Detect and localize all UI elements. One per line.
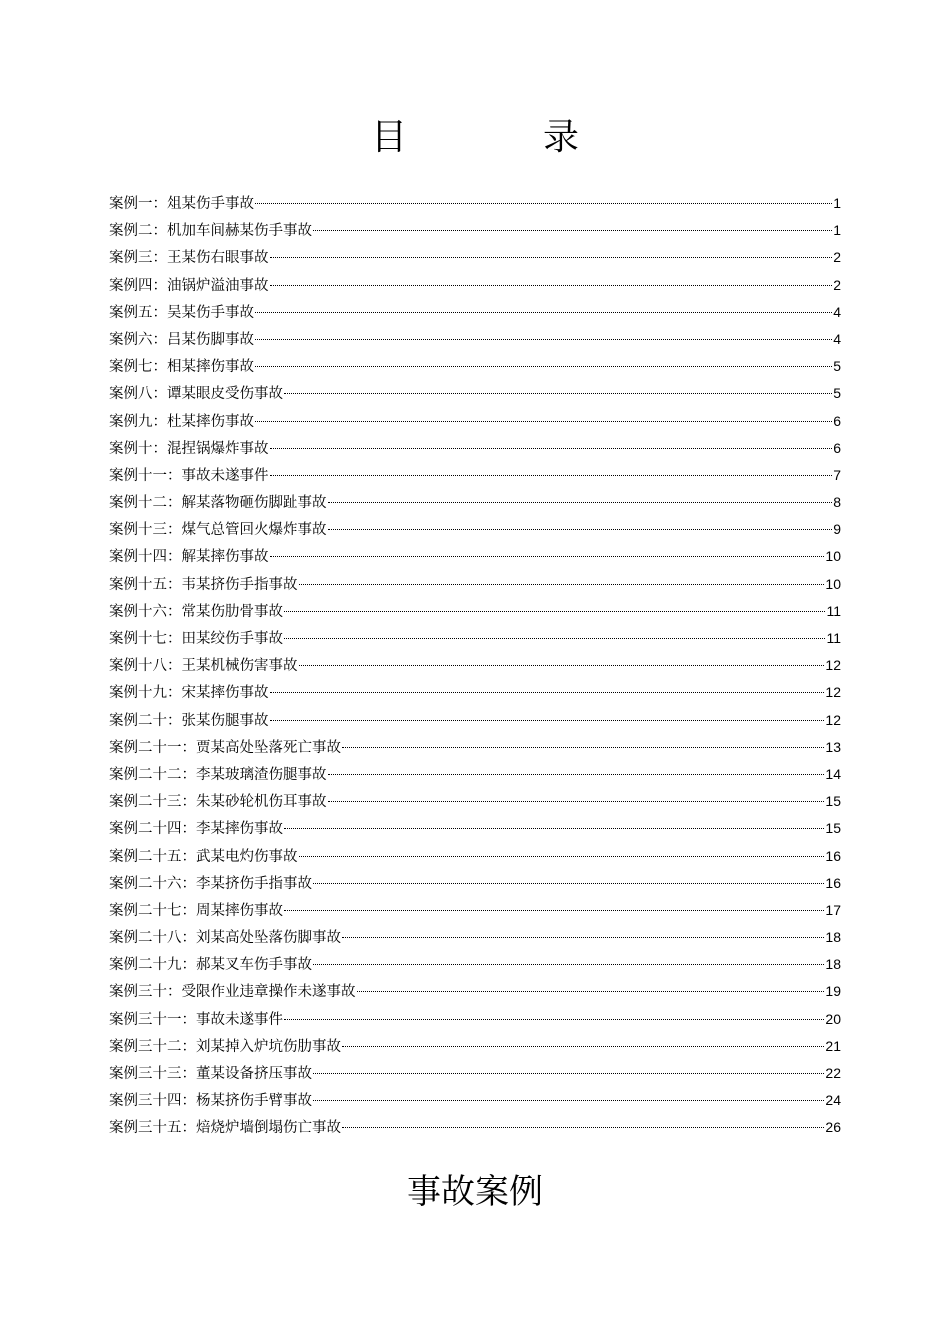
toc-entry-label: 案例九：杜某摔伤事故 (109, 413, 254, 430)
toc-entry-page-number: 12 (825, 684, 841, 701)
toc-entry[interactable] (109, 924, 841, 951)
toc-entry-page-number: 20 (825, 1010, 841, 1027)
toc-entry-label: 案例八：谭某眼皮受伤事故 (109, 386, 283, 403)
toc-dot-leader (270, 257, 833, 258)
toc-entry-page-number: 18 (825, 929, 841, 946)
toc-entry-label: 案例十九：宋某摔伤事故 (109, 685, 269, 702)
toc-entry[interactable] (109, 244, 841, 271)
toc-entry-label: 案例二十：张某伤腿事故 (109, 712, 269, 729)
toc-entry[interactable] (109, 679, 841, 706)
toc-entry[interactable] (109, 951, 841, 978)
toc-entry-label: 案例十四：解某摔伤事故 (109, 549, 269, 566)
toc-entry-page-number: 12 (825, 657, 841, 674)
toc-entry-page-number: 16 (825, 847, 841, 864)
toc-entry[interactable] (109, 978, 841, 1005)
toc-entry-label: 案例三十五：焙烧炉墙倒塌伤亡事故 (109, 1120, 341, 1137)
toc-entry[interactable] (109, 571, 841, 598)
section-title: 事故案例 (407, 1172, 543, 1212)
toc-entry[interactable] (109, 761, 841, 788)
toc-entry-page-number: 10 (825, 575, 841, 592)
toc-dot-leader (357, 991, 825, 992)
toc-entry-label: 案例三十：受限作业违章操作未遂事故 (109, 984, 356, 1001)
toc-entry[interactable] (109, 1033, 841, 1060)
toc-entry[interactable] (109, 1006, 841, 1033)
toc-dot-leader (284, 638, 825, 639)
toc-dot-leader (270, 556, 825, 557)
toc-entry-label: 案例三十四：杨某挤伤手臂事故 (109, 1093, 312, 1110)
toc-entry[interactable] (109, 217, 841, 244)
toc-entry-page-number: 2 (833, 276, 841, 293)
toc-entry[interactable] (109, 299, 841, 326)
toc-entry-label: 案例十三：煤气总管回火爆炸事故 (109, 522, 327, 539)
toc-dot-leader (299, 856, 825, 857)
toc-entry-page-number: 4 (833, 303, 841, 320)
toc-entry-label: 案例十八：王某机械伤害事故 (109, 658, 298, 675)
toc-entry-page-number: 1 (833, 222, 841, 239)
toc-dot-leader (284, 611, 825, 612)
toc-dot-leader (313, 230, 832, 231)
toc-entry[interactable] (109, 1087, 841, 1114)
toc-entry-label: 案例十五：韦某挤伤手指事故 (109, 576, 298, 593)
toc-entry[interactable] (109, 543, 841, 570)
toc-entry[interactable] (109, 598, 841, 625)
toc-entry-page-number: 5 (833, 385, 841, 402)
toc-entry[interactable] (109, 707, 841, 734)
toc-entry[interactable] (109, 897, 841, 924)
toc-entry-label: 案例二十三：朱某砂轮机伤耳事故 (109, 794, 327, 811)
toc-entry-label: 案例二十九：郝某叉车伤手事故 (109, 957, 312, 974)
toc-dot-leader (255, 421, 832, 422)
toc-entry-page-number: 2 (833, 249, 841, 266)
toc-dot-leader (342, 1046, 824, 1047)
toc-dot-leader (284, 1019, 824, 1020)
toc-dot-leader (270, 720, 825, 721)
toc-list (109, 190, 841, 1142)
toc-entry-page-number: 10 (825, 548, 841, 565)
toc-entry-label: 案例三十三：董某设备挤压事故 (109, 1066, 312, 1082)
toc-entry-label: 案例三十一：事故未遂事件 (109, 1011, 283, 1028)
toc-entry-label: 案例二十四：李某摔伤事故 (109, 821, 283, 838)
toc-entry-label: 案例四：油锅炉溢油事故 (109, 277, 269, 294)
toc-dot-leader (270, 475, 833, 476)
toc-entry[interactable] (109, 353, 841, 380)
toc-entry-label: 案例十一：事故未遂事件 (109, 467, 269, 484)
toc-dot-leader (328, 529, 833, 530)
toc-dot-leader (313, 883, 824, 884)
toc-entry-label: 案例五：吴某伤手事故 (109, 304, 254, 321)
toc-entry[interactable] (109, 734, 841, 761)
toc-entry-page-number: 8 (833, 494, 841, 511)
toc-entry-page-number: 1 (833, 195, 841, 211)
toc-entry-page-number: 13 (825, 738, 841, 755)
toc-dot-leader (255, 312, 832, 313)
toc-entry-label: 案例六：吕某伤脚事故 (109, 331, 254, 348)
toc-entry[interactable] (109, 380, 841, 407)
toc-entry[interactable] (109, 843, 841, 870)
toc-dot-leader (255, 339, 832, 340)
toc-entry-label: 案例二十一：贾某高处坠落死亡事故 (109, 739, 341, 756)
toc-entry-page-number: 16 (825, 874, 841, 891)
toc-entry-label: 案例十七：田某绞伤手事故 (109, 631, 283, 647)
toc-entry[interactable] (109, 1114, 841, 1141)
toc-entry-page-number: 7 (833, 466, 841, 483)
toc-entry[interactable] (109, 190, 841, 217)
toc-entry-label: 案例一：俎某伤手事故 (109, 196, 254, 212)
toc-entry-page-number: 11 (826, 602, 841, 619)
toc-entry-page-number: 14 (825, 765, 841, 782)
toc-dot-leader (270, 448, 833, 449)
toc-entry[interactable] (109, 489, 841, 516)
toc-entry-page-number: 15 (825, 820, 841, 837)
toc-entry-label: 案例三：王某伤右眼事故 (109, 250, 269, 267)
toc-entry-label: 案例三十二：刘某掉入炉坑伤肋事故 (109, 1038, 341, 1055)
toc-dot-leader (284, 393, 832, 394)
toc-entry[interactable] (109, 408, 841, 435)
toc-entry[interactable] (109, 272, 841, 299)
toc-entry-page-number: 9 (833, 521, 841, 538)
toc-entry-page-number: 6 (833, 412, 841, 429)
toc-dot-leader (255, 203, 832, 204)
toc-entry[interactable] (109, 815, 841, 842)
toc-entry[interactable] (109, 516, 841, 543)
toc-entry-page-number: 18 (825, 956, 841, 973)
toc-entry-label: 案例二十七：周某摔伤事故 (109, 902, 283, 919)
toc-entry-page-number: 17 (825, 901, 841, 918)
toc-entry-label: 案例二：机加车间赫某伤手事故 (109, 223, 312, 240)
toc-entry-page-number: 26 (825, 1119, 841, 1136)
toc-entry-page-number: 24 (825, 1092, 841, 1109)
toc-entry-label: 案例二十六：李某挤伤手指事故 (109, 875, 312, 892)
toc-entry[interactable] (109, 435, 841, 462)
toc-entry[interactable] (109, 652, 841, 679)
toc-entry[interactable] (109, 462, 841, 489)
toc-dot-leader (313, 1100, 824, 1101)
toc-entry-page-number: 19 (825, 983, 841, 1000)
toc-dot-leader (299, 665, 825, 666)
toc-dot-leader (299, 584, 825, 585)
toc-entry-label: 案例十六：常某伤肋骨事故 (109, 603, 283, 620)
toc-entry-label: 案例十：混捏锅爆炸事故 (109, 440, 269, 457)
toc-entry-label: 案例十二：解某落物砸伤脚趾事故 (109, 495, 327, 512)
toc-entry-page-number: 21 (825, 1037, 841, 1054)
toc-entry-page-number: 11 (826, 630, 841, 646)
toc-dot-leader (255, 366, 832, 367)
toc-dot-leader (313, 964, 824, 965)
toc-entry[interactable] (109, 1060, 841, 1087)
toc-entry[interactable] (109, 326, 841, 353)
toc-entry-page-number: 15 (825, 793, 841, 810)
toc-entry-label: 案例二十二：李某玻璃渣伤腿事故 (109, 766, 327, 783)
toc-entry-label: 案例七：相某摔伤事故 (109, 359, 254, 376)
toc-entry[interactable] (109, 625, 841, 652)
toc-dot-leader (328, 774, 825, 775)
toc-dot-leader (313, 1073, 824, 1074)
toc-entry[interactable] (109, 788, 841, 815)
toc-entry[interactable] (109, 870, 841, 897)
toc-dot-leader (342, 1127, 824, 1128)
toc-dot-leader (270, 285, 833, 286)
toc-entry-page-number: 5 (833, 358, 841, 375)
toc-dot-leader (284, 828, 824, 829)
toc-dot-leader (328, 502, 833, 503)
toc-title: 目 录 (370, 117, 629, 158)
toc-dot-leader (270, 692, 825, 693)
toc-entry-page-number: 22 (825, 1065, 841, 1081)
toc-dot-leader (284, 910, 824, 911)
toc-entry-label: 案例二十八：刘某高处坠落伤脚事故 (109, 930, 341, 947)
toc-entry-page-number: 6 (833, 439, 841, 456)
toc-dot-leader (342, 747, 824, 748)
toc-dot-leader (342, 937, 824, 938)
toc-entry-label: 案例二十五：武某电灼伤事故 (109, 848, 298, 865)
toc-entry-page-number: 12 (825, 711, 841, 728)
toc-entry-page-number: 4 (833, 330, 841, 347)
toc-dot-leader (328, 801, 825, 802)
